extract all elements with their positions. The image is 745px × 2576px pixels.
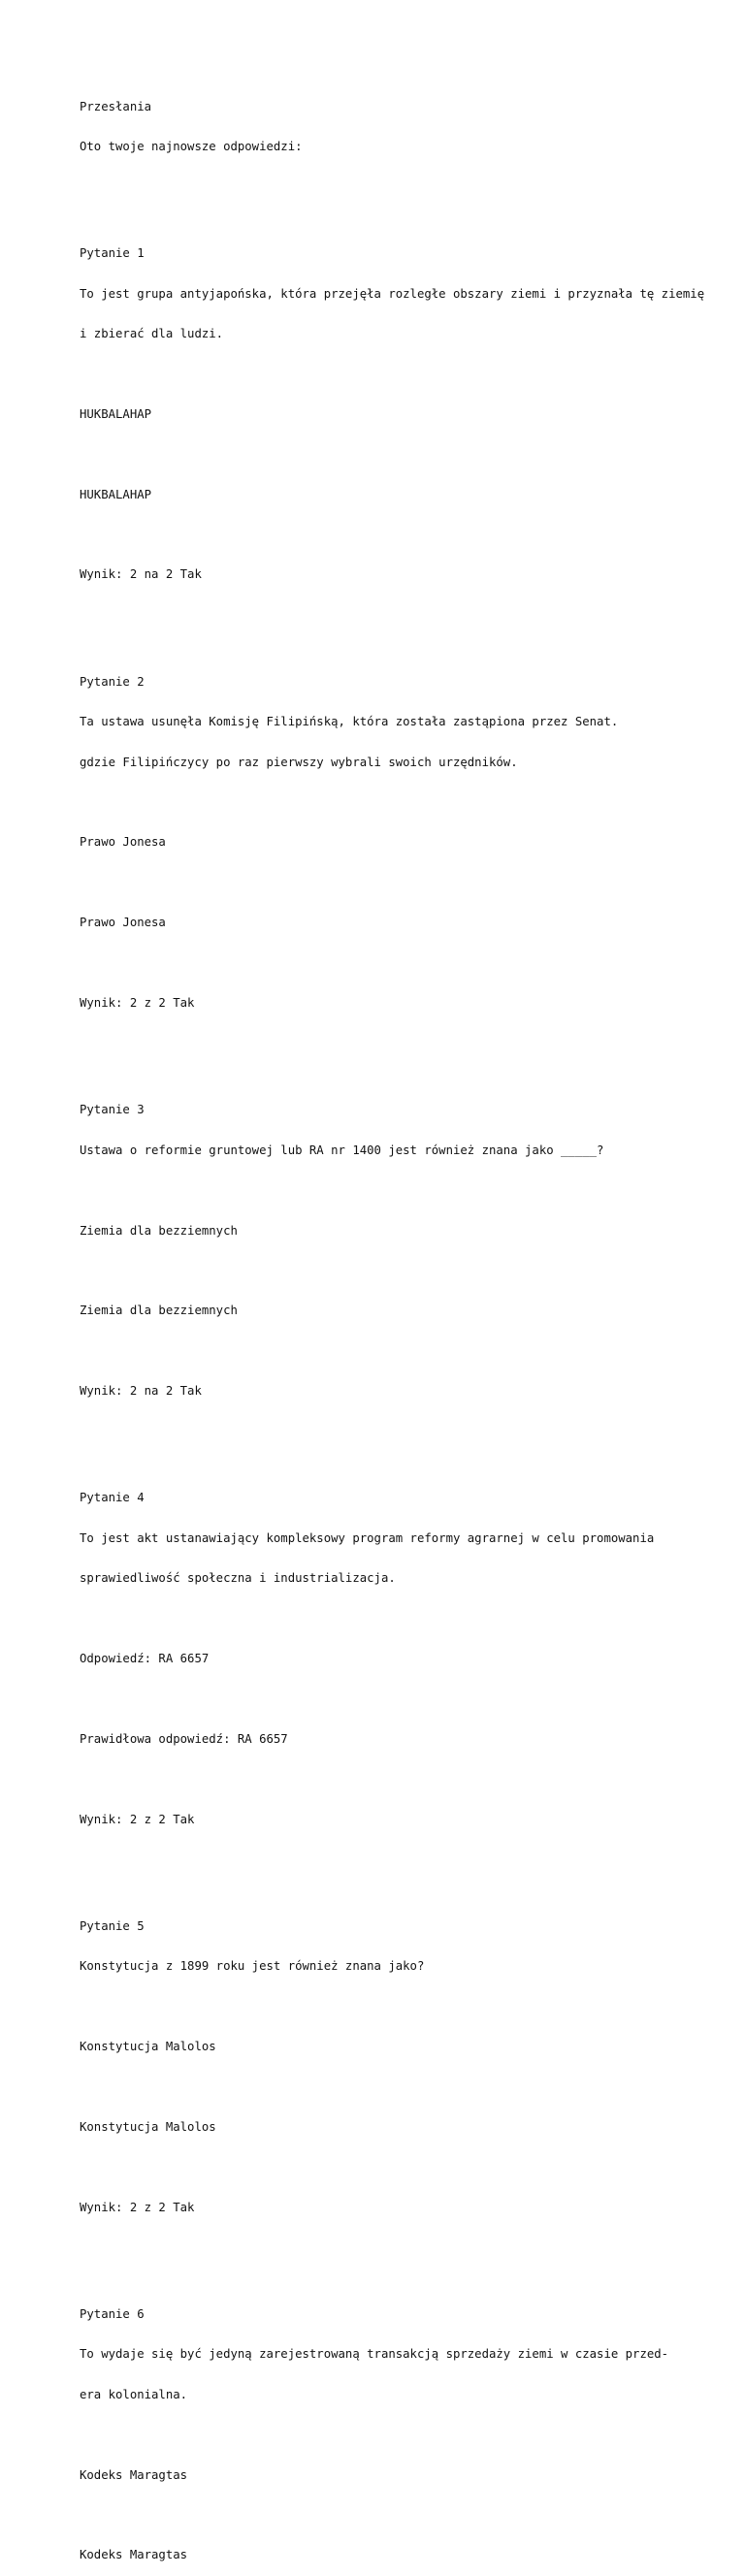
question-6-correct-answer: Kodeks Maragtas <box>80 2548 188 2562</box>
spacer <box>80 1853 739 1867</box>
question-2-correct-answer: Prawo Jonesa <box>80 916 166 930</box>
question-1-label: Pytanie 1 <box>80 246 145 261</box>
question-4-label: Pytanie 4 <box>80 1491 145 1505</box>
spacer <box>80 1184 739 1198</box>
question-2-score: Wynik: 2 z 2 Tak <box>80 995 195 1010</box>
spacer <box>80 180 739 194</box>
question-4-answer: Odpowiedź: RA 6657 <box>80 1652 210 1666</box>
spacer <box>80 1692 739 1706</box>
spacer <box>80 369 739 382</box>
question-2-label: Pytanie 2 <box>80 674 145 689</box>
spacer <box>80 2509 739 2523</box>
question-5-text-line-1: Konstytucja z 1899 roku jest również znana jako? <box>80 1959 425 1974</box>
question-6-text-line-2: era kolonialna. <box>80 2387 188 2401</box>
spacer <box>80 2081 739 2095</box>
page-subtitle: Oto twoje najnowsze odpowiedzi: <box>80 139 303 153</box>
question-4-text-line-1: To jest akt ustanawiający kompleksowy program reformy agrarnej w celu promowania <box>80 1530 655 1545</box>
spacer <box>80 1613 739 1626</box>
spacer <box>80 957 739 971</box>
question-5-answer: Konstytucja Malolos <box>80 2040 216 2054</box>
question-4-correct-answer: Prawidłowa odpowiedź: RA 6657 <box>80 1731 288 1746</box>
question-1-text-line-2: i zbierać dla ludzi. <box>80 327 224 341</box>
question-5-score: Wynik: 2 z 2 Tak <box>80 2200 195 2214</box>
question-6-label: Pytanie 6 <box>80 2307 145 2322</box>
spacer <box>80 1425 739 1438</box>
question-3-answer: Ziemia dla bezziemnych <box>80 1223 238 1238</box>
spacer <box>80 529 739 542</box>
question-1-text-line-1: To jest grupa antyjapońska, która przejęła rozległe obszary ziemi i przyznała tę ziemię <box>80 286 705 301</box>
question-2-text-line-1: Ta ustawa usunęła Komisję Filipińską, która została zastąpiona przez Senat. <box>80 715 619 729</box>
spacer <box>80 1265 739 1278</box>
question-5-label: Pytanie 5 <box>80 1918 145 1933</box>
question-4-score: Wynik: 2 z 2 Tak <box>80 1812 195 1826</box>
question-3-label: Pytanie 3 <box>80 1103 145 1117</box>
question-4-text-line-2: sprawiedliwość społeczna i industrializacja. <box>80 1571 396 1586</box>
spacer <box>80 2161 739 2174</box>
question-1-answer: HUKBALAHAP <box>80 406 152 421</box>
spacer <box>80 796 739 810</box>
question-1-score: Wynik: 2 na 2 Tak <box>80 567 202 582</box>
spacer <box>80 2241 739 2255</box>
spacer <box>80 2001 739 2014</box>
spacer <box>80 877 739 890</box>
question-6-answer: Kodeks Maragtas <box>80 2467 188 2482</box>
spacer <box>80 1037 739 1050</box>
question-3-score: Wynik: 2 na 2 Tak <box>80 1384 202 1399</box>
spacer <box>80 1345 739 1359</box>
document-page <box>80 74 739 2576</box>
spacer <box>80 2429 739 2442</box>
spacer <box>80 1773 739 1787</box>
question-5-correct-answer: Konstytucja Malolos <box>80 2119 216 2134</box>
question-2-text-line-2: gdzie Filipińczycy po raz pierwszy wybrali swoich urzędników. <box>80 755 518 769</box>
page-title: Przesłania <box>80 99 152 113</box>
question-1-correct-answer: HUKBALAHAP <box>80 487 152 501</box>
spacer <box>80 448 739 462</box>
question-2-answer: Prawo Jonesa <box>80 835 166 850</box>
question-3-correct-answer: Ziemia dla bezziemnych <box>80 1304 238 1318</box>
question-3-text-line-1: Ustawa o reformie gruntowej lub RA nr 1400 jest również znana jako _____? <box>80 1143 604 1157</box>
question-6-text-line-1: To wydaje się być jedyną zarejestrowaną transakcją sprzedaży ziemi w czasie przed- <box>80 2347 669 2362</box>
spacer <box>80 609 739 623</box>
